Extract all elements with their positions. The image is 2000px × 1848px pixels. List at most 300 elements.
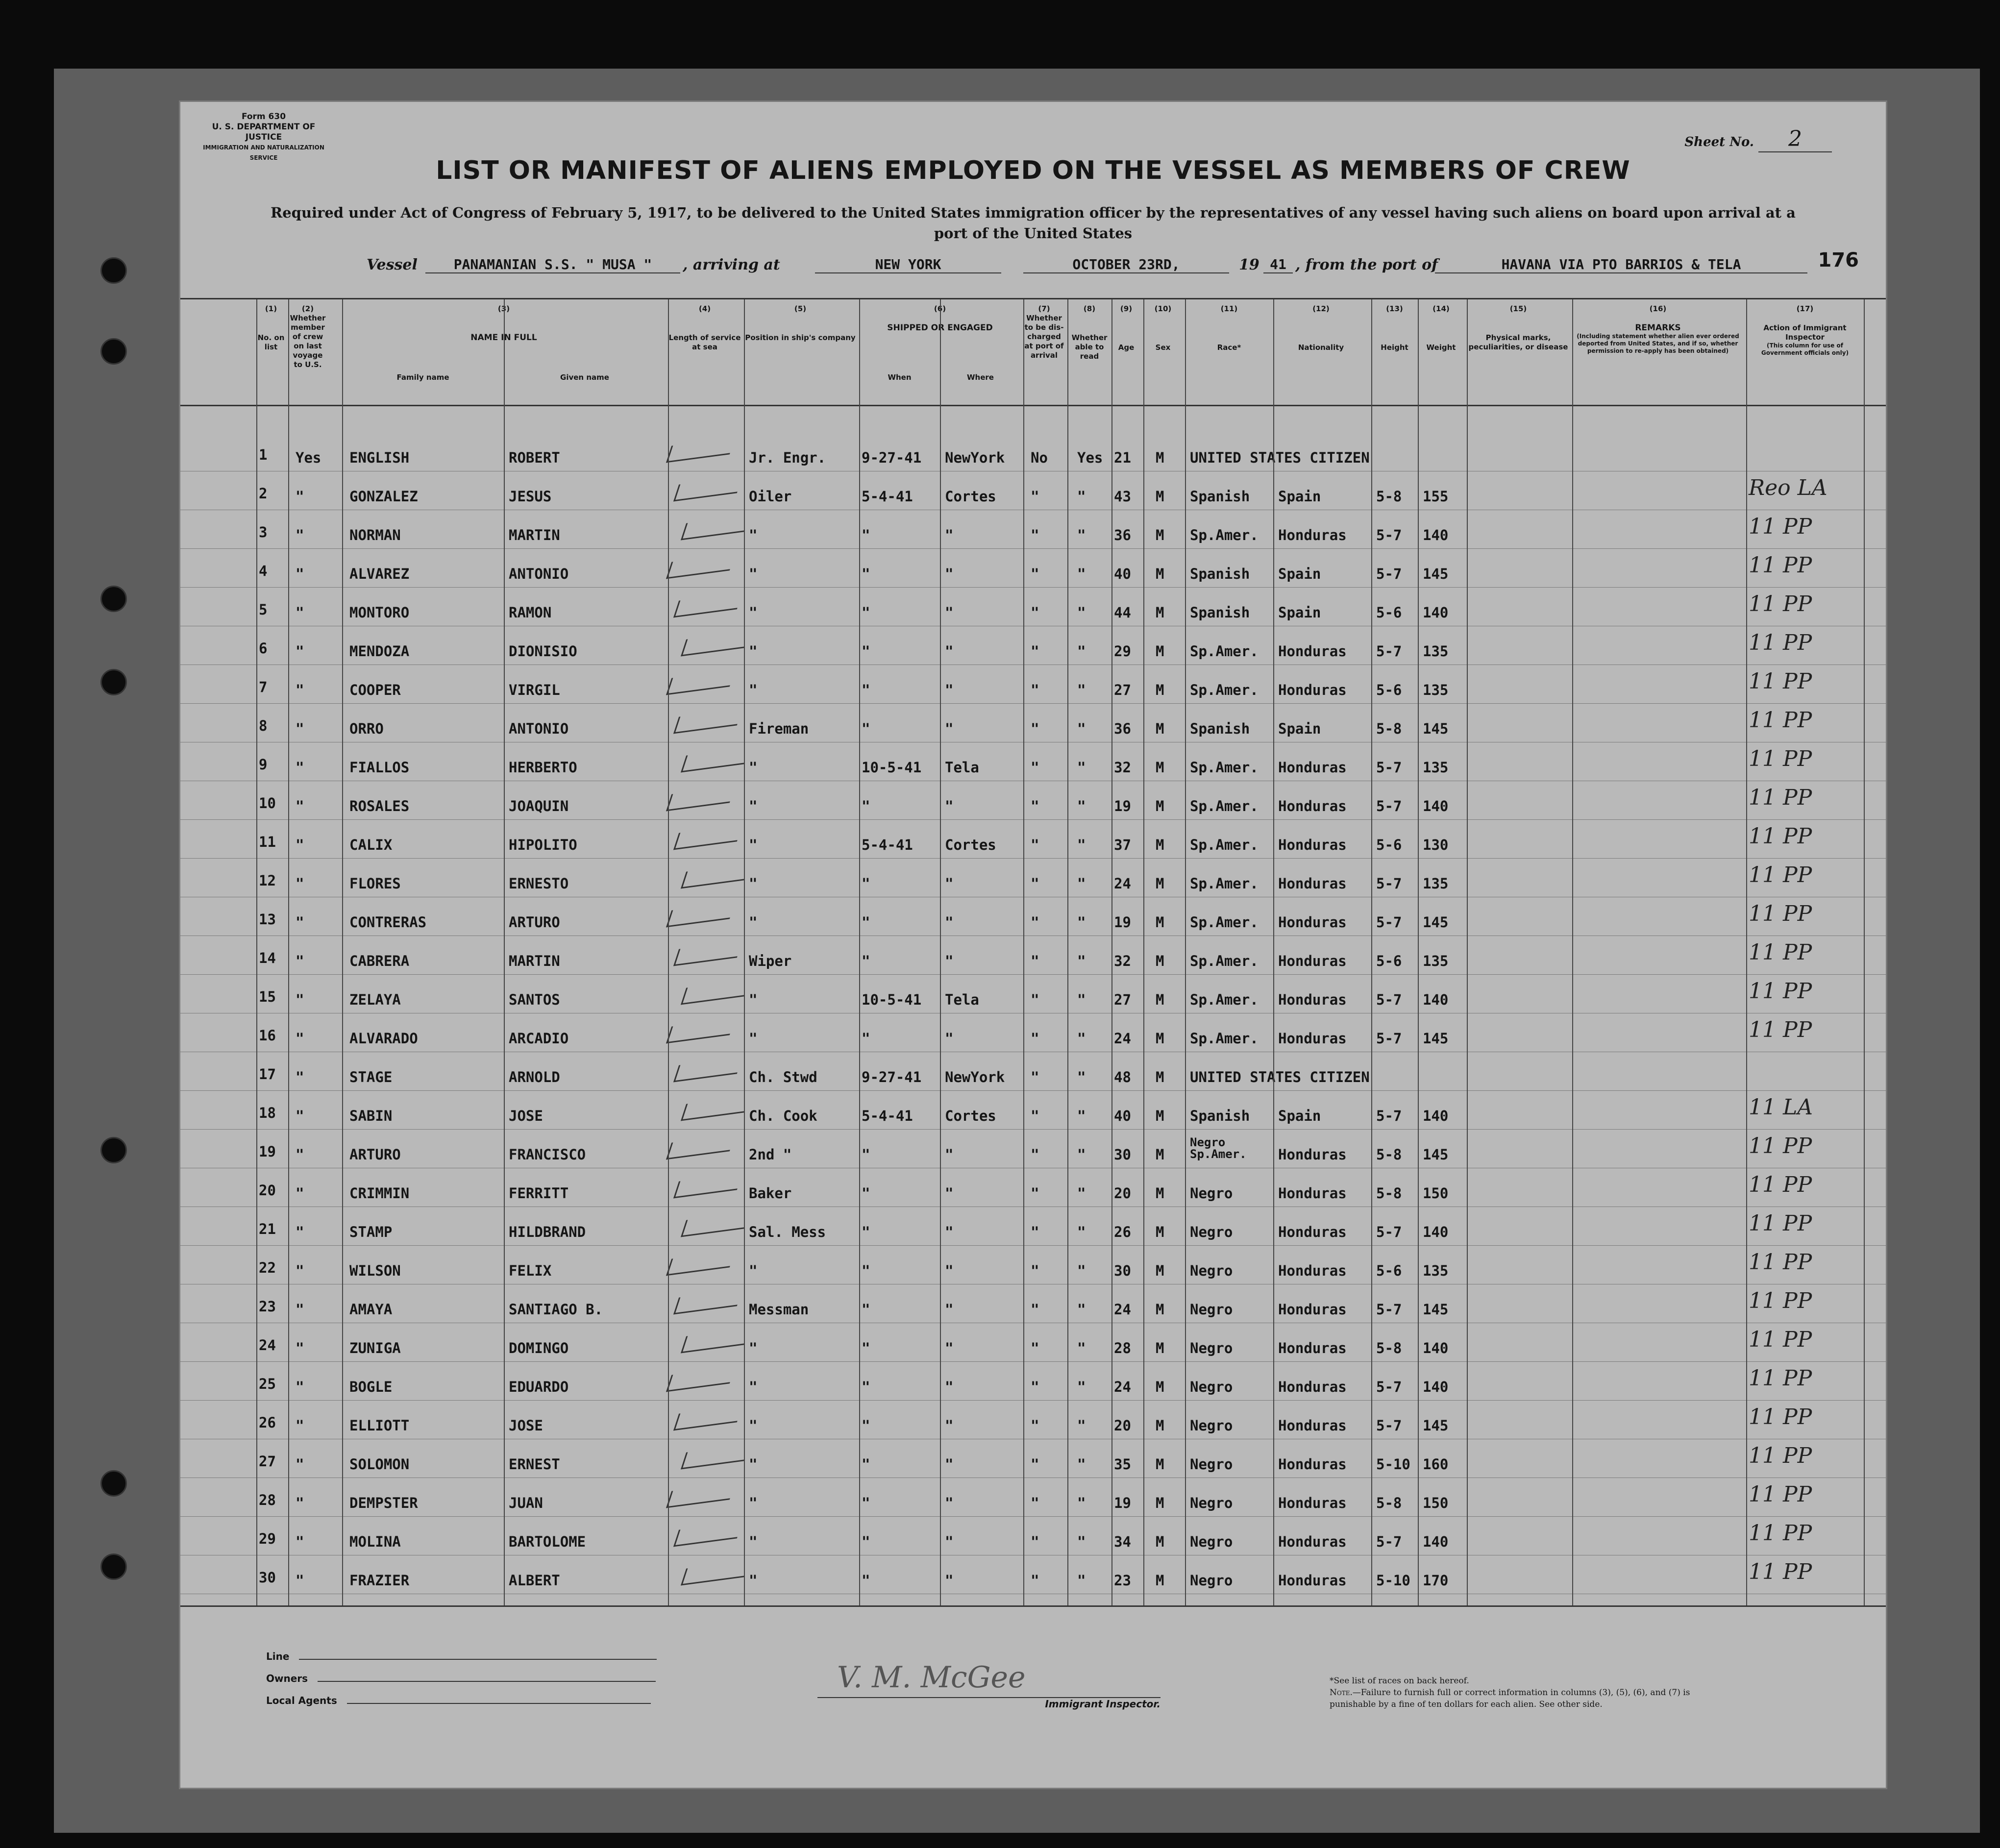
given-name: ANTONIO xyxy=(509,720,569,737)
prior-voyage: " xyxy=(296,914,304,931)
prior-voyage: " xyxy=(296,566,304,582)
check-mark xyxy=(673,709,742,734)
column-rule xyxy=(504,299,505,1605)
race: Spanish xyxy=(1190,720,1250,737)
age: 32 xyxy=(1114,953,1131,969)
race: Sp.Amer. xyxy=(1190,759,1259,776)
weight: 135 xyxy=(1423,953,1449,969)
shipped-when: " xyxy=(862,643,870,660)
nationality: Honduras xyxy=(1278,1379,1347,1395)
race: Spanish xyxy=(1190,1108,1250,1124)
prior-voyage: " xyxy=(296,488,304,505)
given-name: VIRGIL xyxy=(509,682,560,698)
inspector-action: 11 PP xyxy=(1749,708,1812,733)
inspector-action: 11 PP xyxy=(1749,1327,1812,1352)
check-mark xyxy=(681,747,750,773)
shipped-when: " xyxy=(862,875,870,892)
row-number: 21 xyxy=(259,1221,276,1237)
discharged: " xyxy=(1031,953,1039,969)
check-mark xyxy=(681,515,750,541)
position: " xyxy=(749,527,758,543)
weight: 140 xyxy=(1423,1340,1449,1356)
age: 20 xyxy=(1114,1185,1131,1202)
weight: 140 xyxy=(1423,798,1449,814)
discharged: " xyxy=(1031,604,1039,621)
shipped-where: " xyxy=(945,1533,954,1550)
inspector-action: 11 PP xyxy=(1749,1482,1812,1507)
shipped-when: " xyxy=(862,1417,870,1434)
family-name: ALVAREZ xyxy=(349,566,410,582)
prior-voyage: " xyxy=(296,1533,304,1550)
prior-voyage: " xyxy=(296,1456,304,1473)
family-name: BOGLE xyxy=(349,1379,393,1395)
row-number: 7 xyxy=(259,679,268,695)
family-name: ALVARADO xyxy=(349,1030,418,1047)
check-mark xyxy=(673,592,742,618)
col7-header: (7) Whether to be dis- charged at port of arrival xyxy=(1024,304,1064,360)
discharged: " xyxy=(1031,527,1039,543)
check-mark xyxy=(666,1018,735,1044)
col12-header: (12) Nationality xyxy=(1298,304,1344,352)
inspector-action: 11 PP xyxy=(1749,746,1812,771)
age: 27 xyxy=(1114,682,1131,698)
nationality: Honduras xyxy=(1278,953,1347,969)
page-number: 176 xyxy=(1818,249,1859,271)
sex: M xyxy=(1156,1224,1164,1240)
prior-voyage: " xyxy=(296,1224,304,1240)
prior-voyage: " xyxy=(296,527,304,543)
given-name: HILDBRAND xyxy=(509,1224,586,1240)
col1-header: (1) No. on list xyxy=(257,304,285,351)
nationality: Honduras xyxy=(1278,1185,1347,1202)
shipped-when: 10-5-41 xyxy=(862,991,922,1008)
able-to-read: " xyxy=(1077,527,1086,543)
age: 40 xyxy=(1114,1108,1131,1124)
column-rule xyxy=(1273,299,1274,1605)
shipped-where: " xyxy=(945,1417,954,1434)
prior-voyage: " xyxy=(296,1301,304,1318)
family-name: CALIX xyxy=(349,837,393,853)
family-name-header: Family name xyxy=(396,373,449,382)
check-mark xyxy=(673,1057,742,1083)
weight: 145 xyxy=(1423,1030,1449,1047)
col6-header: (6) SHIPPED OR ENGAGED xyxy=(887,304,993,333)
weight: 170 xyxy=(1423,1572,1449,1589)
inspector-action: 11 PP xyxy=(1749,979,1812,1004)
race: Spanish xyxy=(1190,604,1250,621)
family-name: ZUNIGA xyxy=(349,1340,401,1356)
inspector-action: 11 PP xyxy=(1749,1250,1812,1275)
given-name: SANTOS xyxy=(509,991,560,1008)
position: " xyxy=(749,875,758,892)
family-name: CABRERA xyxy=(349,953,410,969)
row-number: 30 xyxy=(259,1569,276,1586)
shipped-when: " xyxy=(862,720,870,737)
age: 19 xyxy=(1114,1495,1131,1511)
weight: 145 xyxy=(1423,1301,1449,1318)
position: " xyxy=(749,682,758,698)
check-mark xyxy=(666,670,735,695)
race: Sp.Amer. xyxy=(1190,837,1259,853)
height: 5-6 xyxy=(1376,604,1402,621)
race: Sp.Amer. xyxy=(1190,798,1259,814)
position: " xyxy=(749,604,758,621)
column-rule xyxy=(1067,299,1068,1605)
family-name: STAGE xyxy=(349,1069,393,1085)
footer-line: Line xyxy=(266,1651,657,1662)
given-name: ANTONIO xyxy=(509,566,569,582)
shipped-where: " xyxy=(945,1262,954,1279)
footer-notes xyxy=(1330,1675,1731,1710)
height: 5-7 xyxy=(1376,914,1402,931)
discharged: " xyxy=(1031,1572,1039,1589)
column-rule xyxy=(668,299,669,1605)
discharged: " xyxy=(1031,1030,1039,1047)
able-to-read: " xyxy=(1077,1572,1086,1589)
discharged: " xyxy=(1031,488,1039,505)
row-number: 20 xyxy=(259,1182,276,1199)
able-to-read: " xyxy=(1077,1108,1086,1124)
inspector-action: 11 PP xyxy=(1749,514,1812,539)
shipped-where: " xyxy=(945,1340,954,1356)
given-name: SANTIAGO B. xyxy=(509,1301,603,1318)
weight: 130 xyxy=(1423,837,1449,853)
column-rule xyxy=(1371,299,1372,1605)
check-mark xyxy=(681,1328,750,1354)
race: Spanish xyxy=(1190,488,1250,505)
sex: M xyxy=(1156,643,1164,660)
check-mark xyxy=(666,1367,735,1392)
discharged: " xyxy=(1031,566,1039,582)
shipped-where: " xyxy=(945,1224,954,1240)
row-number: 24 xyxy=(259,1337,276,1354)
header-rule xyxy=(180,405,1886,406)
row-rule xyxy=(180,1245,1886,1246)
able-to-read: " xyxy=(1077,1340,1086,1356)
given-name: HIPOLITO xyxy=(509,837,577,853)
race: Negro xyxy=(1190,1495,1233,1511)
discharged: " xyxy=(1031,1456,1039,1473)
shipped-when: " xyxy=(862,1262,870,1279)
family-name: STAMP xyxy=(349,1224,393,1240)
inspector-action: 11 PP xyxy=(1749,1017,1812,1042)
able-to-read: " xyxy=(1077,1262,1086,1279)
row-number: 3 xyxy=(259,524,268,541)
sex: M xyxy=(1156,759,1164,776)
inspector-action: 11 PP xyxy=(1749,785,1812,810)
row-rule xyxy=(180,858,1886,859)
age: 24 xyxy=(1114,1301,1131,1318)
shipped-when: " xyxy=(862,1572,870,1589)
nationality: Honduras xyxy=(1278,1224,1347,1240)
column-rule xyxy=(1418,299,1419,1605)
inspector-action: 11 PP xyxy=(1749,630,1812,655)
shipped-where: " xyxy=(945,953,954,969)
discharged: " xyxy=(1031,1262,1039,1279)
position: Ch. Stwd xyxy=(749,1069,817,1085)
row-number: 6 xyxy=(259,640,268,657)
inspector-action: 11 PP xyxy=(1749,940,1812,965)
age: 29 xyxy=(1114,643,1131,660)
discharged: " xyxy=(1031,837,1039,853)
weight: 155 xyxy=(1423,488,1449,505)
position: " xyxy=(749,991,758,1008)
inspector-action: 11 PP xyxy=(1749,901,1812,926)
shipped-where: " xyxy=(945,1030,954,1047)
prior-voyage: " xyxy=(296,1417,304,1434)
sex: M xyxy=(1156,1417,1164,1434)
height: 5-7 xyxy=(1376,991,1402,1008)
weight: 145 xyxy=(1423,914,1449,931)
shipped-where: Tela xyxy=(945,759,979,776)
sex: M xyxy=(1156,1533,1164,1550)
nationality: Honduras xyxy=(1278,837,1347,853)
row-rule xyxy=(180,1400,1886,1401)
inspector-action: 11 PP xyxy=(1749,1366,1812,1391)
shipped-when: 10-5-41 xyxy=(862,759,922,776)
shipped-where: Cortes xyxy=(945,837,996,853)
age: 28 xyxy=(1114,1340,1131,1356)
check-mark xyxy=(681,1560,750,1586)
nationality: Honduras xyxy=(1278,1146,1347,1163)
inspector-action: 11 PP xyxy=(1749,1443,1812,1468)
able-to-read: " xyxy=(1077,720,1086,737)
nationality: Honduras xyxy=(1278,1456,1347,1473)
check-mark xyxy=(681,631,750,657)
discharged: No xyxy=(1031,449,1048,466)
family-name: ENGLISH xyxy=(349,449,410,466)
shipped-where: " xyxy=(945,1185,954,1202)
column-rule xyxy=(1746,299,1747,1605)
able-to-read: " xyxy=(1077,1301,1086,1318)
given-name: FERRITT xyxy=(509,1185,569,1202)
family-name: MENDOZA xyxy=(349,643,410,660)
row-number: 14 xyxy=(259,950,276,966)
given-name: JOSE xyxy=(509,1108,543,1124)
weight: 140 xyxy=(1423,991,1449,1008)
shipped-where: " xyxy=(945,1456,954,1473)
weight: 145 xyxy=(1423,720,1449,737)
col14-header: (14) Weight xyxy=(1426,304,1456,352)
page-subtitle: Required under Act of Congress of February 5, 1917, to be delivered to the United States immigration officer by the representatives of any vessel having such aliens on board upon arrival at a port of the United States xyxy=(271,204,1796,242)
race: Negro xyxy=(1190,1417,1233,1434)
weight: 150 xyxy=(1423,1495,1449,1511)
row-rule xyxy=(180,1090,1886,1091)
position: Fireman xyxy=(749,720,809,737)
discharged: " xyxy=(1031,720,1039,737)
discharged: " xyxy=(1031,1379,1039,1395)
prior-voyage: Yes xyxy=(296,449,321,466)
shipped-when: " xyxy=(862,914,870,931)
shipped-where: " xyxy=(945,1379,954,1395)
given-name: RAMON xyxy=(509,604,552,621)
discharged: " xyxy=(1031,682,1039,698)
race: Sp.Amer. xyxy=(1190,914,1259,931)
height: 5-6 xyxy=(1376,682,1402,698)
able-to-read: " xyxy=(1077,914,1086,931)
sex: M xyxy=(1156,953,1164,969)
age: 24 xyxy=(1114,875,1131,892)
height: 5-7 xyxy=(1376,1224,1402,1240)
weight: 135 xyxy=(1423,682,1449,698)
prior-voyage: " xyxy=(296,1146,304,1163)
discharged: " xyxy=(1031,1417,1039,1434)
height: 5-7 xyxy=(1376,527,1402,543)
age: 27 xyxy=(1114,991,1131,1008)
race: Negro xyxy=(1190,1572,1233,1589)
prior-voyage: " xyxy=(296,1069,304,1085)
weight: 135 xyxy=(1423,643,1449,660)
check-mark xyxy=(666,438,735,463)
able-to-read: " xyxy=(1077,875,1086,892)
check-mark xyxy=(681,1096,750,1121)
given-name: JOSE xyxy=(509,1417,543,1434)
check-mark xyxy=(681,980,750,1005)
check-mark xyxy=(681,863,750,889)
height: 5-8 xyxy=(1376,1146,1402,1163)
age: 37 xyxy=(1114,837,1131,853)
check-mark xyxy=(681,1212,750,1237)
race: Sp.Amer. xyxy=(1190,682,1259,698)
prior-voyage: " xyxy=(296,1262,304,1279)
check-mark xyxy=(666,786,735,812)
footer-owners: Owners xyxy=(266,1673,656,1684)
column-rule xyxy=(1467,299,1468,1605)
shipped-where: " xyxy=(945,527,954,543)
shipped-when: " xyxy=(862,1301,870,1318)
family-name: SOLOMON xyxy=(349,1456,410,1473)
race: Negro Sp.Amer. xyxy=(1190,1135,1247,1161)
position: " xyxy=(749,566,758,582)
sex: M xyxy=(1156,1340,1164,1356)
able-to-read: Yes xyxy=(1077,449,1103,466)
sex: M xyxy=(1156,914,1164,931)
position: Messman xyxy=(749,1301,809,1318)
position: Sal. Mess xyxy=(749,1224,826,1240)
discharged: " xyxy=(1031,875,1039,892)
row-rule xyxy=(180,1361,1886,1362)
inspector-action: 11 PP xyxy=(1749,1404,1812,1429)
able-to-read: " xyxy=(1077,566,1086,582)
race: Sp.Amer. xyxy=(1190,875,1259,892)
nationality: Honduras xyxy=(1278,643,1347,660)
check-mark xyxy=(673,1173,742,1199)
prior-voyage: " xyxy=(296,1030,304,1047)
arrival-year: 41 xyxy=(1263,256,1293,273)
shipped-when: " xyxy=(862,1533,870,1550)
row-rule xyxy=(180,548,1886,549)
shipped-when: 9-27-41 xyxy=(862,1069,922,1085)
row-number: 23 xyxy=(259,1298,276,1315)
row-number: 13 xyxy=(259,911,276,928)
sex: M xyxy=(1156,449,1164,466)
nationality: Honduras xyxy=(1278,1417,1347,1434)
position: " xyxy=(749,1533,758,1550)
shipped-where: " xyxy=(945,566,954,582)
race: Negro xyxy=(1190,1533,1233,1550)
discharged: " xyxy=(1031,1495,1039,1511)
position: " xyxy=(749,1417,758,1434)
family-name: ROSALES xyxy=(349,798,410,814)
able-to-read: " xyxy=(1077,837,1086,853)
sex: M xyxy=(1156,875,1164,892)
prior-voyage: " xyxy=(296,953,304,969)
race: Negro xyxy=(1190,1340,1233,1356)
weight: 140 xyxy=(1423,604,1449,621)
sex: M xyxy=(1156,1572,1164,1589)
column-rule xyxy=(1864,299,1865,1605)
age: 19 xyxy=(1114,798,1131,814)
nationality: Honduras xyxy=(1278,798,1347,814)
position: " xyxy=(749,1379,758,1395)
inspector-action: Reo LA xyxy=(1749,475,1827,500)
race: UNITED STATES CITIZEN xyxy=(1190,449,1370,466)
position: " xyxy=(749,1572,758,1589)
row-number: 15 xyxy=(259,988,276,1005)
shipped-where: Cortes xyxy=(945,1108,996,1124)
row-number: 26 xyxy=(259,1414,276,1431)
sex: M xyxy=(1156,682,1164,698)
row-rule xyxy=(180,974,1886,975)
given-name-header: Given name xyxy=(560,373,609,382)
prior-voyage: " xyxy=(296,1495,304,1511)
age: 24 xyxy=(1114,1379,1131,1395)
discharged: " xyxy=(1031,1301,1039,1318)
family-name: FLORES xyxy=(349,875,401,892)
nationality: Spain xyxy=(1278,1108,1321,1124)
height: 5-7 xyxy=(1376,798,1402,814)
able-to-read: " xyxy=(1077,1185,1086,1202)
able-to-read: " xyxy=(1077,604,1086,621)
row-number: 5 xyxy=(259,601,268,618)
nationality: Honduras xyxy=(1278,991,1347,1008)
height: 5-6 xyxy=(1376,953,1402,969)
race: Negro xyxy=(1190,1456,1233,1473)
inspector-signature: V. M. McGee xyxy=(837,1660,1026,1695)
shipped-where: " xyxy=(945,1301,954,1318)
race: Sp.Amer. xyxy=(1190,643,1259,660)
row-number: 28 xyxy=(259,1492,276,1508)
given-name: FRANCISCO xyxy=(509,1146,586,1163)
shipped-when: " xyxy=(862,1495,870,1511)
able-to-read: " xyxy=(1077,643,1086,660)
row-number: 17 xyxy=(259,1066,276,1083)
height: 5-10 xyxy=(1376,1456,1410,1473)
family-name: FIALLOS xyxy=(349,759,410,776)
race: Negro xyxy=(1190,1185,1233,1202)
age: 36 xyxy=(1114,720,1131,737)
column-rule xyxy=(1111,299,1112,1605)
shipped-where: " xyxy=(945,604,954,621)
nationality: Honduras xyxy=(1278,1495,1347,1511)
able-to-read: " xyxy=(1077,1146,1086,1163)
shipped-when: " xyxy=(862,527,870,543)
nationality: Spain xyxy=(1278,488,1321,505)
age: 19 xyxy=(1114,914,1131,931)
col2-header: (2) Whether member of crew on last voyage to U.S. xyxy=(290,304,326,369)
prior-voyage: " xyxy=(296,604,304,621)
column-rule xyxy=(288,299,289,1605)
col3-header: (3) NAME IN FULL xyxy=(470,304,537,343)
inspector-label: Immigrant Inspector. xyxy=(817,1697,1160,1710)
row-number: 8 xyxy=(259,717,268,734)
age: 23 xyxy=(1114,1572,1131,1589)
discharged: " xyxy=(1031,643,1039,660)
height: 5-10 xyxy=(1376,1572,1410,1589)
family-name: ORRO xyxy=(349,720,384,737)
position: Jr. Engr. xyxy=(749,449,826,466)
able-to-read: " xyxy=(1077,1495,1086,1511)
